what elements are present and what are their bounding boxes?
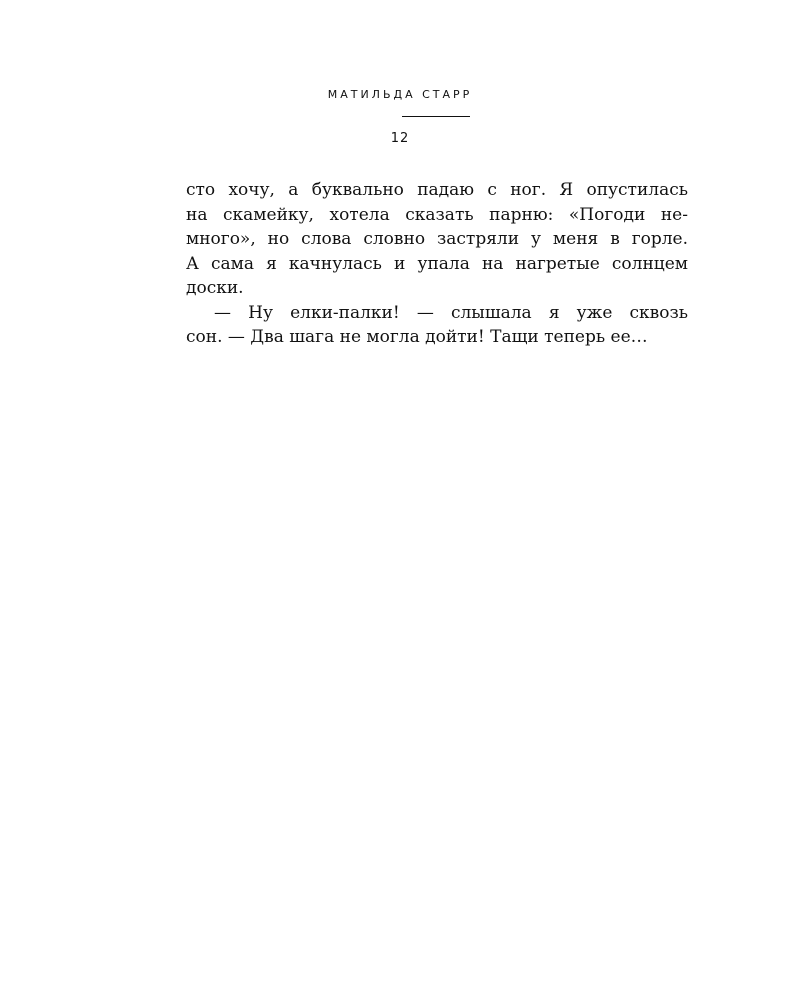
running-title: МАТИЛЬДА СТАРР (327, 88, 473, 101)
header-rule (402, 116, 470, 117)
text-line: А сама я качнулась и упала на нагретые солнцем (186, 253, 688, 274)
text-line: — Ну елки-палки! — слышала я уже сквозь (214, 302, 688, 323)
page-number: 12 (390, 131, 410, 146)
text-line: на скамейку, хотела сказать парню: «Погоди не- (186, 204, 688, 225)
text-line: доски. (186, 278, 244, 298)
text-line: сто хочу, а буквально падаю с ног. Я опустилась (186, 180, 688, 200)
text-line: сон. — Два шага не могла дойти! Тащи теперь ее… (186, 327, 648, 347)
body-text (186, 178, 688, 350)
text-line: много», но слова словно застряли у меня в горле. (186, 229, 688, 249)
